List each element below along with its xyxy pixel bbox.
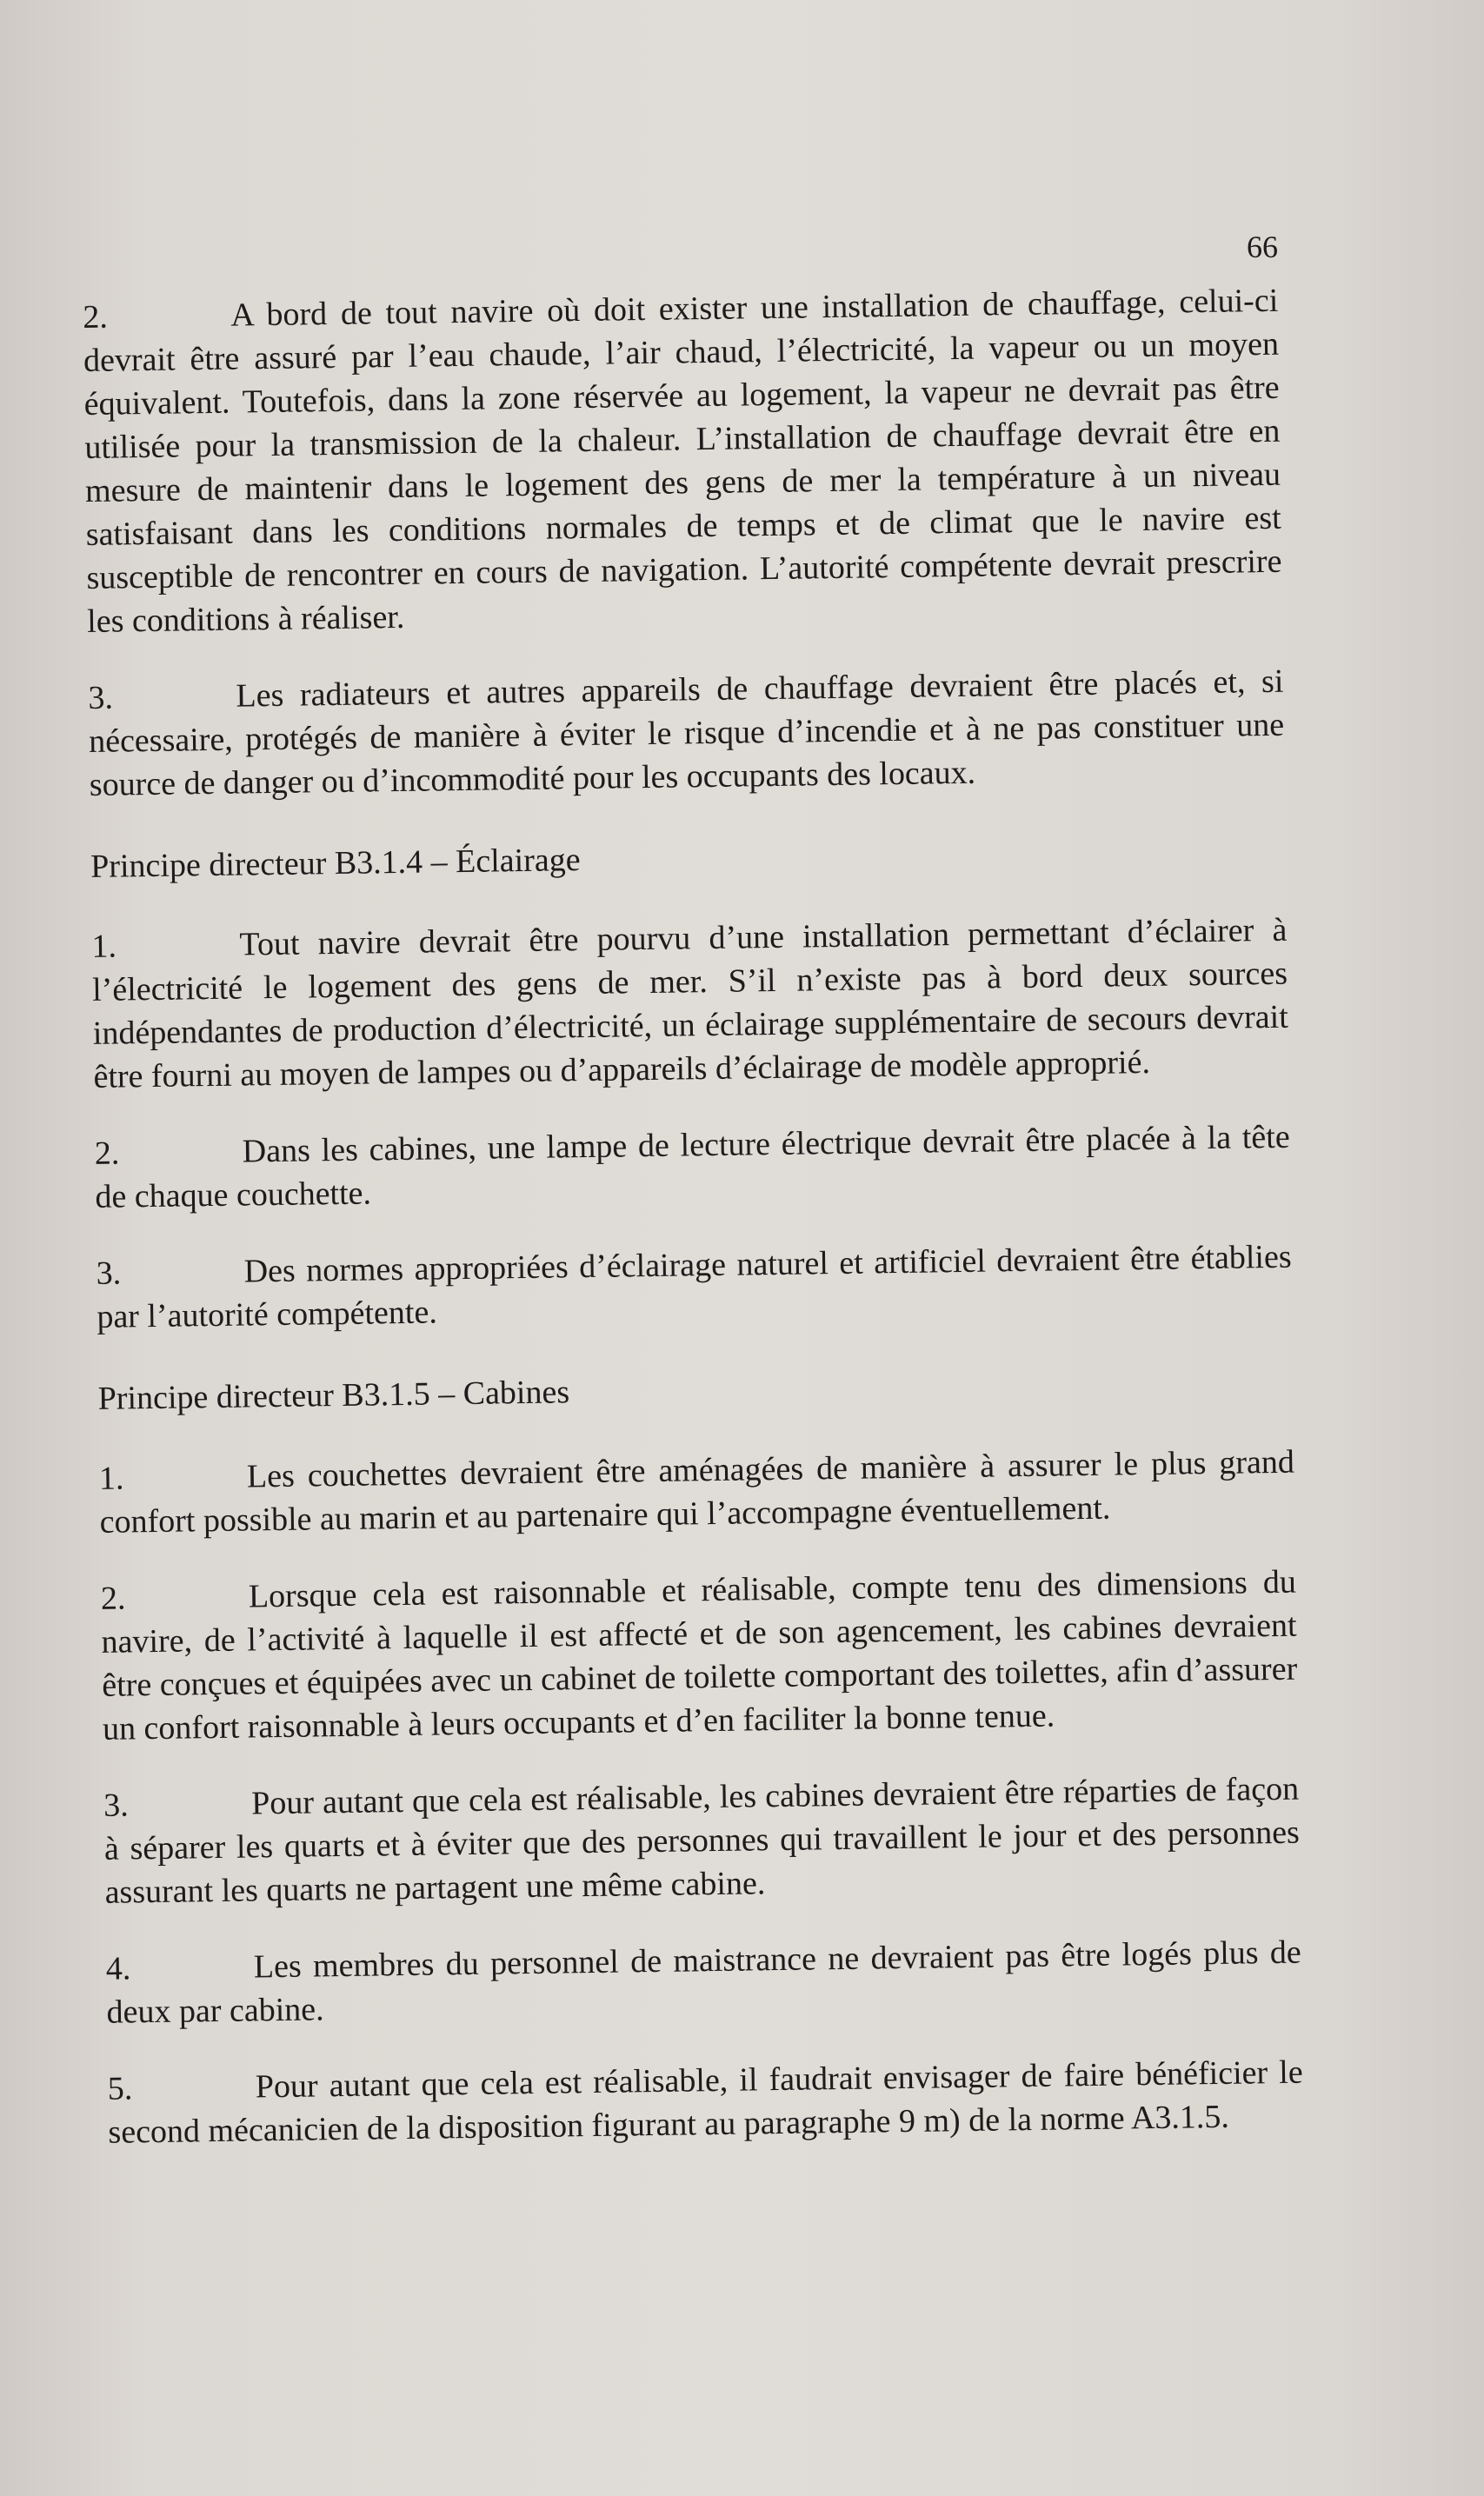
paragraph-number: 3. bbox=[88, 679, 114, 716]
paragraph bbox=[101, 1561, 1299, 1751]
paragraph-number: 5. bbox=[107, 2070, 133, 2107]
section-heading: Principe directeur B3.1.4 – Éclairage bbox=[90, 842, 581, 885]
paragraph bbox=[83, 279, 1282, 643]
paragraph-number: 2. bbox=[100, 1580, 126, 1617]
paragraph-number: 1. bbox=[91, 928, 117, 965]
paragraph bbox=[96, 1235, 1292, 1339]
paragraph-text: Pour autant que cela est réalisable, les cabines devraient être réparties de façon à séparer les quarts et à éviter que des personnes qui travaillent le jour et des personnes assurant les quarts ne partagent une même cabine. bbox=[103, 1770, 1301, 1911]
paragraph-text: Lorsque cela est raisonnable et réalisable, compte tenu des dimensions du navire, de l’activité à laquelle il est affecté et de son agencement, les cabines devraient être conçues et équipées avec un cabinet de toilette comportant des toilettes, afin d’assurer un confort raisonnable à leurs occupants et d’en faciliter la bonne tenue. bbox=[101, 1563, 1298, 1747]
paragraph-text: Tout navire devrait être pourvu d’une installation permettant d’éclairer à l’électricité le logement des gens de mer. S’il n’existe pas à bord deux sources indépendantes de production d’électricité, un éclairage supplémentaire de secours devrait être fourni au moyen de lampes ou d’appareils d’éclairage de modèle approprié. bbox=[91, 911, 1289, 1095]
paragraph bbox=[103, 1767, 1301, 1914]
paragraph-text: A bord de tout navire où doit exister une installation de chauffage, celui-ci devrait être assuré par l’eau chaude, l’air chaud, l’électricité, la vapeur ou un moyen équivalent. Toutefois, dans la zone réservée au logement, la vapeur ne devrait pas être utilisée pour la transmission de la chaleur. L’installation de chauffage devrait être en mesure de maintenir dans le logement des gens de mer la température à un niveau satisfaisant dans les conditions normales de temps et de climat que le navire est susceptible de rencontrer en cours de navigation. L’autorité compétente devrait prescrire les conditions à réaliser. bbox=[83, 282, 1282, 640]
paragraph bbox=[106, 1931, 1302, 2034]
paragraph-text: Les membres du personnel de maistrance ne devraient pas être logés plus de deux par cabine. bbox=[106, 1934, 1302, 2031]
paragraph bbox=[88, 660, 1285, 807]
page-number: 66 bbox=[1247, 230, 1278, 264]
paragraph-text: Pour autant que cela est réalisable, il faudrait envisager de faire bénéficier le second mécanicien de la disposition figurant au paragraphe 9 m) de la norme A3.1.5. bbox=[108, 2053, 1303, 2151]
paragraph-text: Les radiateurs et autres appareils de chauffage devraient être placés et, si nécessaire, protégés de manière à éviter le risque d’incendie et à ne pas constituer une source de danger ou d’incommodité pour les occupants des locaux. bbox=[88, 662, 1285, 803]
paragraph-number: 2. bbox=[94, 1135, 120, 1172]
paragraph bbox=[91, 909, 1289, 1099]
paragraph-number: 3. bbox=[96, 1255, 122, 1292]
section-heading: Principe directeur B3.1.5 – Cabines bbox=[97, 1374, 570, 1417]
paragraph-number: 3. bbox=[103, 1787, 130, 1824]
paragraph bbox=[107, 2051, 1303, 2154]
paragraph-text: Dans les cabines, une lampe de lecture électrique devrait être placée à la tête de chaque couchette. bbox=[95, 1118, 1290, 1215]
paragraph-text: Les couchettes devraient être aménagées de manière à assurer le plus grand confort possible au marin et au partenaire qui l’accompagne éventuellement. bbox=[99, 1443, 1295, 1541]
paragraph-text: Des normes appropriées d’éclairage naturel et artificiel devraient être établies par l’autorité compétente. bbox=[96, 1238, 1292, 1335]
document-body bbox=[83, 279, 1304, 2187]
paragraph-number: 2. bbox=[83, 298, 109, 336]
paragraph-number: 1. bbox=[98, 1460, 124, 1497]
paragraph bbox=[99, 1441, 1295, 1544]
paragraph bbox=[94, 1115, 1290, 1219]
paragraph-number: 4. bbox=[105, 1950, 131, 1987]
